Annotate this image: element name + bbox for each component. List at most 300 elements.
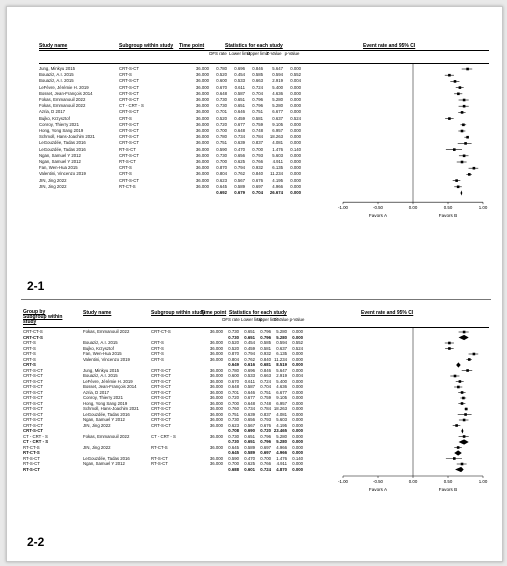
x-tick-label: 0.50 xyxy=(443,479,453,484)
upper-limit: 0.663 xyxy=(260,373,271,378)
group-label: RT-S-CT xyxy=(23,461,40,466)
dfs-rate: 0.645 xyxy=(228,444,239,450)
upper-limit: 0.724 xyxy=(260,378,271,384)
z-value: 8.519 xyxy=(276,362,287,367)
lower-limit: 0.533 xyxy=(244,373,255,378)
study-name: Azria, D 2017 xyxy=(39,109,66,115)
group-label: CRT-S-CT xyxy=(23,428,44,433)
lower-limit: 0.762 xyxy=(244,356,255,362)
dfs-rate: 0.701 xyxy=(228,389,239,395)
group-label: CRT-S xyxy=(23,345,36,351)
time-point: 36.000 xyxy=(195,103,209,109)
dfs-rate: 0.600 xyxy=(216,78,227,84)
lower-limit: 0.734 xyxy=(234,134,245,140)
upper-limit: 0.932 xyxy=(260,351,271,356)
time-point: 36.000 xyxy=(209,351,223,356)
favors-a-label: Favors A xyxy=(368,487,388,492)
study-name: LeGouzdée, Tadas 2016 xyxy=(83,455,130,461)
point-estimate xyxy=(461,463,464,466)
z-value: 4.911 xyxy=(272,159,283,164)
subgroup: CRT-S xyxy=(151,351,164,356)
upper-limit: 0.796 xyxy=(260,439,271,444)
lower-limit: 0.696 xyxy=(234,66,245,71)
time-point: 36.000 xyxy=(195,146,209,152)
dfs-rate: 0.590 xyxy=(228,455,239,461)
z-value: 9.105 xyxy=(272,121,283,127)
z-value: 23.465 xyxy=(273,428,287,433)
subgroup: RT-CT-S xyxy=(119,183,136,189)
study-name: JIN, Jing 2022 xyxy=(83,444,111,450)
lower-limit: 0.651 xyxy=(234,103,245,109)
study-name: Bosset, Jean-François 2014 xyxy=(83,384,137,389)
group-label: CRT-CT-S xyxy=(23,334,43,340)
subgroup: CRT-S xyxy=(119,115,132,121)
x-tick-label: 1.00 xyxy=(478,479,488,484)
lower-limit: 0.677 xyxy=(244,395,255,400)
group-label: CRT-S-CT xyxy=(23,373,43,378)
p-value: 0.140 xyxy=(290,146,301,152)
point-estimate xyxy=(464,142,467,145)
z-value: 4.081 xyxy=(272,140,283,146)
time-point: 36.000 xyxy=(195,97,209,102)
z-value: 5.280 xyxy=(276,334,287,340)
z-value: 4.966 xyxy=(276,450,287,455)
point-estimate xyxy=(463,419,466,422)
lower-limit: 0.567 xyxy=(234,177,245,183)
z-value: 4.195 xyxy=(272,177,283,183)
dfs-rate: 0.520 xyxy=(228,340,239,345)
study-name: Hong, Yong Sang 2019 xyxy=(39,128,84,133)
study-name: Fokas, Emmanouil 2022 xyxy=(83,329,130,334)
p-value: 0.000 xyxy=(290,140,301,146)
lower-limit: 0.648 xyxy=(244,400,255,406)
group-label: CRT-S-CT xyxy=(23,406,43,411)
lower-limit: 0.470 xyxy=(244,455,255,461)
z-value: 1.476 xyxy=(272,146,283,152)
z-value: 4.911 xyxy=(276,461,287,466)
time-point: 36.000 xyxy=(209,378,223,384)
p-value: 0.004 xyxy=(292,373,303,378)
x-tick-label: 1.00 xyxy=(478,205,488,211)
study-name: LeGouzdée, Tadas 2016 xyxy=(83,411,130,417)
z-value: 1.476 xyxy=(276,455,287,461)
header-stats: Statistics for each study xyxy=(225,43,283,49)
study-name: Conroy, Thierry 2021 xyxy=(39,121,79,127)
dfs-rate: 0.730 xyxy=(216,152,227,158)
point-estimate xyxy=(463,155,466,158)
z-value: 4.195 xyxy=(276,422,287,428)
time-point: 36.000 xyxy=(195,152,209,158)
subgroup: RT-S-CT xyxy=(151,461,168,466)
lower-limit: 0.589 xyxy=(234,183,245,189)
dfs-rate: 0.649 xyxy=(228,362,239,367)
header-group-by: Group by Subgroup within study xyxy=(23,309,63,325)
upper-limit: 0.697 xyxy=(260,450,271,455)
time-point: 36.000 xyxy=(195,72,209,78)
z-value: 18.263 xyxy=(269,134,283,140)
header-plot: Event rate and 95% CI xyxy=(361,310,414,316)
lower-limit: 0.690 xyxy=(244,428,255,433)
upper-limit: 0.837 xyxy=(252,140,263,146)
subgroup: CRT-CT-S xyxy=(151,329,171,334)
subgroup: CRT-S xyxy=(119,72,132,78)
dfs-rate: 0.692 xyxy=(216,190,227,195)
time-point: 36.000 xyxy=(209,340,223,345)
time-point: 36.000 xyxy=(195,140,209,146)
upper-limit: 0.840 xyxy=(260,356,271,362)
dfs-rate: 0.701 xyxy=(216,109,227,115)
dfs-rate: 0.780 xyxy=(228,367,239,373)
study-name: Conroy, Thierry 2021 xyxy=(83,395,123,400)
dfs-rate: 0.520 xyxy=(216,115,227,121)
group-label: CRT-S xyxy=(23,362,36,367)
group-label: CRT-S xyxy=(23,351,36,356)
col-upper-header: Upper limit xyxy=(247,51,268,56)
time-point: 36.000 xyxy=(195,128,209,133)
study-name: Ngan, Samuel Y 2012 xyxy=(39,152,81,158)
z-value: 0.637 xyxy=(272,115,283,121)
subgroup: RT-S-CT xyxy=(119,146,136,152)
study-name: JIN, Jing 2022 xyxy=(39,177,67,183)
z-value: 5.280 xyxy=(276,433,287,439)
point-estimate xyxy=(453,148,456,151)
z-value: 4.081 xyxy=(276,411,287,417)
p-value: 0.524 xyxy=(292,345,303,351)
upper-limit: 0.759 xyxy=(260,395,271,400)
header-subgroup: Subgroup within study xyxy=(151,310,206,316)
upper-limit: 0.720 xyxy=(260,428,271,433)
subgroup: CRT-S-CT xyxy=(119,128,139,133)
dfs-rate: 0.688 xyxy=(228,466,239,472)
z-value: 6.677 xyxy=(272,109,283,115)
study-name: Bujko, Krzysztof xyxy=(83,345,114,351)
lower-limit: 0.533 xyxy=(234,78,245,84)
lower-limit: 0.639 xyxy=(244,411,255,417)
col-rate-header: DFS rate xyxy=(222,317,240,322)
col-z-header: Z-Value xyxy=(266,51,282,56)
dfs-rate: 0.730 xyxy=(228,433,239,439)
study-name: LeGouzdée, Tadas 2016 xyxy=(39,140,86,146)
p-value: 0.000 xyxy=(292,329,303,334)
upper-limit: 0.784 xyxy=(260,406,271,411)
dfs-rate: 0.623 xyxy=(216,177,227,183)
group-label: CRT-S xyxy=(23,356,36,362)
group-label: CT - CRT - S xyxy=(23,439,49,444)
upper-limit: 0.700 xyxy=(260,455,271,461)
subgroup: RT-CT-S xyxy=(151,444,168,450)
header-plot: Event rate and 95% CI xyxy=(363,43,416,49)
subgroup: CRT-S xyxy=(151,340,164,345)
z-value: 4.966 xyxy=(272,183,283,189)
upper-limit: 0.581 xyxy=(260,345,271,351)
p-value: 0.000 xyxy=(292,351,303,356)
group-label: CRT-S-CT xyxy=(23,400,43,406)
z-value: 4.966 xyxy=(276,444,287,450)
upper-limit: 0.766 xyxy=(252,159,263,164)
lower-limit: 0.587 xyxy=(234,90,245,96)
dfs-rate: 0.730 xyxy=(228,334,239,340)
subgroup: CRT-S-CT xyxy=(119,121,139,127)
subgroup: CRT-S xyxy=(119,165,132,171)
dfs-rate: 0.645 xyxy=(228,450,239,455)
point-estimate xyxy=(461,161,464,164)
p-value: 0.000 xyxy=(290,177,301,183)
lower-limit: 0.589 xyxy=(244,450,255,455)
z-value: 6.135 xyxy=(276,351,287,356)
col-rate-header: DFS rate xyxy=(209,51,227,56)
study-name: Hong, Yong Sang 2019 xyxy=(83,400,128,406)
lower-limit: 0.459 xyxy=(244,345,255,351)
subgroup: CRT-S-CT xyxy=(119,140,139,146)
lower-limit: 0.762 xyxy=(234,171,245,177)
upper-limit: 0.748 xyxy=(260,400,271,406)
dfs-rate: 0.520 xyxy=(228,345,239,351)
group-label: CRT-S-CT xyxy=(23,367,43,373)
p-value: 0.000 xyxy=(290,128,301,133)
subgroup: CRT-S xyxy=(151,356,164,362)
subgroup: CRT-S-CT xyxy=(151,367,171,373)
lower-limit: 0.611 xyxy=(244,378,255,384)
summary-diamond xyxy=(454,450,462,455)
z-value: 0.594 xyxy=(272,72,283,78)
x-tick-label: 0.00 xyxy=(408,479,418,484)
panel-divider xyxy=(21,299,491,300)
z-value: 0.594 xyxy=(276,340,287,345)
point-estimate xyxy=(457,386,460,389)
col-lower-header: Lower limit xyxy=(229,51,250,56)
lower-limit: 0.651 xyxy=(244,334,255,340)
point-estimate xyxy=(457,93,460,96)
point-estimate xyxy=(468,173,471,176)
point-estimate xyxy=(457,186,460,189)
lower-limit: 0.601 xyxy=(244,466,255,472)
time-point: 36.000 xyxy=(195,78,209,84)
z-value: 5.647 xyxy=(276,367,287,373)
subgroup: CRT-S-CT xyxy=(119,66,139,71)
point-estimate xyxy=(455,179,458,182)
header-stats: Statistics for each study xyxy=(229,310,287,316)
upper-limit: 0.846 xyxy=(252,66,263,71)
p-value: 0.000 xyxy=(292,378,303,384)
z-value: 2.919 xyxy=(276,373,287,378)
header-subgroup: Subgroup within study xyxy=(119,43,174,49)
p-value: 0.000 xyxy=(290,97,301,102)
lower-limit: 0.794 xyxy=(244,351,255,356)
p-value: 0.000 xyxy=(292,406,303,411)
p-value: 0.000 xyxy=(290,152,301,158)
upper-limit: 0.724 xyxy=(260,466,271,472)
study-name: Jung, Minkyu 2015 xyxy=(39,66,76,71)
dfs-rate: 0.708 xyxy=(228,428,239,433)
col-z-header: Z-Value xyxy=(273,317,289,322)
lower-limit: 0.651 xyxy=(244,439,255,444)
lower-limit: 0.616 xyxy=(244,362,255,367)
dfs-rate: 0.804 xyxy=(228,356,239,362)
time-point: 36.000 xyxy=(209,384,223,389)
dfs-rate: 0.870 xyxy=(228,351,239,356)
summary-diamond xyxy=(456,362,461,367)
p-value: 0.000 xyxy=(290,190,301,195)
p-value: 0.000 xyxy=(290,121,301,127)
summary-diamond xyxy=(459,335,469,340)
z-value: 5.280 xyxy=(272,97,283,102)
group-label: CRT-S-CT xyxy=(23,378,43,384)
dfs-rate: 0.700 xyxy=(228,400,239,406)
subgroup: CRT-S xyxy=(119,171,132,177)
upper-limit: 0.724 xyxy=(252,84,263,90)
group-label: CRT-S-CT xyxy=(23,422,43,428)
lower-limit: 0.567 xyxy=(244,422,255,428)
point-estimate xyxy=(461,130,464,133)
time-point: 36.000 xyxy=(209,411,223,417)
dfs-rate: 0.760 xyxy=(228,406,239,411)
p-value: 0.000 xyxy=(290,66,301,71)
dfs-rate: 0.730 xyxy=(216,103,227,109)
dfs-rate: 0.751 xyxy=(228,411,239,417)
time-point: 36.000 xyxy=(209,367,223,373)
p-value: 0.552 xyxy=(290,72,301,78)
dfs-rate: 0.780 xyxy=(216,66,227,71)
upper-limit: 0.676 xyxy=(260,422,271,428)
lower-limit: 0.625 xyxy=(234,159,245,164)
dfs-rate: 0.730 xyxy=(228,439,239,444)
subgroup: CRT-S-CT xyxy=(119,84,139,90)
lower-limit: 0.454 xyxy=(244,340,255,345)
point-estimate xyxy=(463,105,466,108)
time-point: 36.000 xyxy=(209,455,223,461)
study-name: Bosset, Jean-François 2014 xyxy=(39,90,93,96)
point-estimate xyxy=(454,80,457,83)
study-name: Jung, Minkyu 2015 xyxy=(83,367,120,373)
dfs-rate: 0.700 xyxy=(216,159,227,164)
z-value: 2.919 xyxy=(272,78,283,84)
point-estimate xyxy=(463,99,466,102)
subgroup: RT-S-CT xyxy=(119,159,136,164)
upper-limit: 0.697 xyxy=(260,444,271,450)
lower-limit: 0.677 xyxy=(234,121,245,127)
point-estimate xyxy=(455,424,458,427)
point-estimate xyxy=(448,74,451,77)
time-point: 36.000 xyxy=(209,444,223,450)
z-value: 0.637 xyxy=(276,345,287,351)
dfs-rate: 0.700 xyxy=(216,128,227,133)
z-value: 4.636 xyxy=(276,384,287,389)
lower-limit: 0.648 xyxy=(234,128,245,133)
p-value: 0.000 xyxy=(292,428,303,433)
group-label: CRT-S-CT xyxy=(23,384,43,389)
summary-diamond xyxy=(461,428,463,433)
upper-limit: 0.846 xyxy=(260,367,271,373)
forest-svg-2-1 xyxy=(21,39,497,299)
dfs-rate: 0.730 xyxy=(228,329,239,334)
point-estimate xyxy=(473,167,476,170)
upper-limit: 0.837 xyxy=(260,411,271,417)
point-estimate xyxy=(473,353,476,356)
lower-limit: 0.459 xyxy=(234,115,245,121)
upper-limit: 0.796 xyxy=(260,334,271,340)
lower-limit: 0.734 xyxy=(244,406,255,411)
dfs-rate: 0.648 xyxy=(228,384,239,389)
lower-limit: 0.470 xyxy=(234,146,245,152)
study-name: Bouaziz, A.I. 2015 xyxy=(83,373,118,378)
upper-limit: 0.704 xyxy=(260,384,271,389)
p-value: 0.000 xyxy=(292,356,303,362)
dfs-rate: 0.645 xyxy=(216,183,227,189)
p-value: 0.000 xyxy=(290,90,301,96)
header-time-point: Time point xyxy=(201,310,227,316)
group-label: CRT-CT-S xyxy=(23,329,43,334)
point-estimate xyxy=(459,380,462,383)
time-point: 36.000 xyxy=(195,171,209,177)
study-name: Fokas, Emmanouil 2022 xyxy=(39,103,86,109)
point-estimate xyxy=(466,68,469,71)
time-point: 36.000 xyxy=(195,115,209,121)
subgroup: CRT-S-CT xyxy=(151,422,171,428)
time-point: 36.000 xyxy=(209,345,223,351)
forest-plot-2-1 xyxy=(21,39,497,299)
study-name: Ngan, Samuel Y 2012 xyxy=(83,417,125,422)
z-value: 5.280 xyxy=(272,103,283,109)
group-label: CRT-S xyxy=(23,340,36,345)
point-estimate xyxy=(448,347,451,350)
point-estimate xyxy=(462,397,465,400)
upper-limit: 0.796 xyxy=(252,103,263,109)
time-point: 36.000 xyxy=(209,329,223,334)
p-value: 0.000 xyxy=(292,362,303,367)
dfs-rate: 0.520 xyxy=(216,72,227,78)
upper-limit: 0.581 xyxy=(252,115,263,121)
p-value: 0.140 xyxy=(292,455,303,461)
subgroup: CRT-S-CT xyxy=(151,378,171,384)
study-name: Fokas, Emmanouil 2022 xyxy=(39,97,86,102)
x-tick-label: 0.00 xyxy=(408,205,418,211)
group-label: CT - CRT - S xyxy=(23,433,48,439)
summary-diamond xyxy=(459,439,469,444)
study-name: LeGouzdée, Tadas 2016 xyxy=(39,146,86,152)
p-value: 0.000 xyxy=(292,439,303,444)
lower-limit: 0.625 xyxy=(244,461,255,466)
subgroup: CRT-S-CT xyxy=(151,395,171,400)
upper-limit: 0.793 xyxy=(252,152,263,158)
study-name: Schmoll, Hans-Joachim 2021 xyxy=(83,406,139,411)
p-value: 0.000 xyxy=(292,367,303,373)
upper-limit: 0.840 xyxy=(252,171,263,177)
p-value: 0.000 xyxy=(290,171,301,177)
dfs-rate: 0.780 xyxy=(216,134,227,140)
time-point: 36.000 xyxy=(209,461,223,466)
subgroup: CRT-S-CT xyxy=(151,384,171,389)
figure-frame xyxy=(6,6,503,562)
forest-plot-2-2 xyxy=(21,307,497,492)
upper-limit: 0.793 xyxy=(260,417,271,422)
dfs-rate: 0.670 xyxy=(216,84,227,90)
time-point: 36.000 xyxy=(195,159,209,164)
study-name: LeFèvre, Jérémie H. 2019 xyxy=(83,378,133,384)
x-tick-label: -1.00 xyxy=(337,479,349,484)
subgroup: CT - CRT - S xyxy=(119,103,144,109)
subgroup: CRT-S-CT xyxy=(151,373,171,378)
upper-limit: 0.759 xyxy=(252,121,263,127)
point-estimate xyxy=(461,111,464,114)
col-p-header: p-Value xyxy=(284,51,300,56)
time-point: 36.000 xyxy=(195,84,209,90)
time-point: 36.000 xyxy=(195,165,209,171)
time-point: 36.000 xyxy=(195,90,209,96)
point-estimate xyxy=(459,86,462,89)
p-value: 0.000 xyxy=(290,84,301,90)
p-value: 0.000 xyxy=(290,183,301,189)
subgroup: CRT-S-CT xyxy=(119,152,139,158)
